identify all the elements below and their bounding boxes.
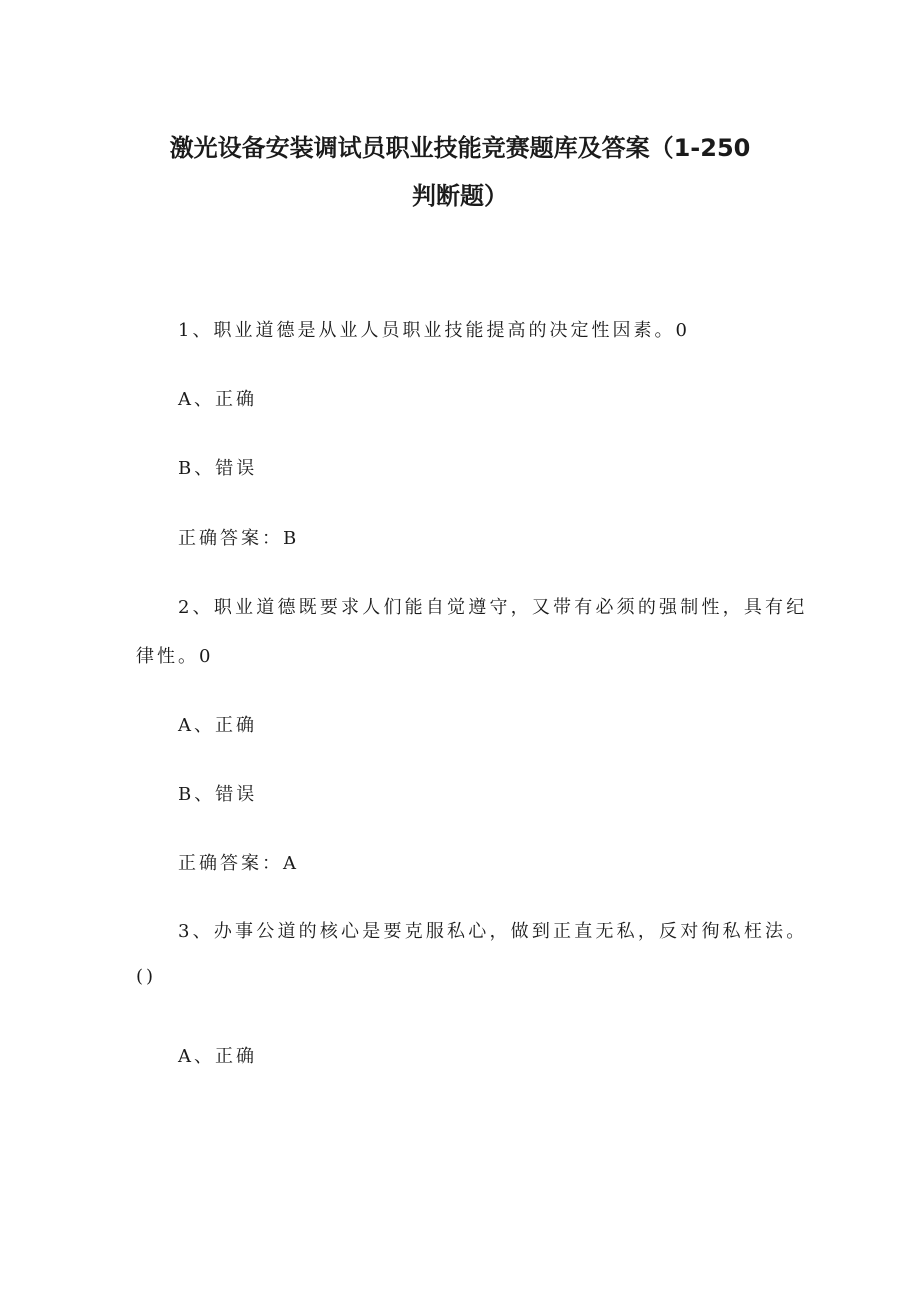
document-title-line-1: 激光设备安装调试员职业技能竞赛题库及答案（1-250 xyxy=(169,134,751,162)
question-3-text-line-1: 3、办事公道的核心是要克服私心，做到正直无私，反对徇私枉法。 xyxy=(178,921,808,942)
question-1-answer: 正确答案：B xyxy=(178,528,300,549)
document-title-line-2: 判断题） xyxy=(412,182,508,210)
question-1-text: 1、职业道德是从业人员职业技能提高的决定性因素。0 xyxy=(178,320,690,341)
question-2-option-b: B、错误 xyxy=(178,784,258,805)
question-1-option-a: A、正确 xyxy=(178,389,257,410)
question-2-answer: 正确答案：A xyxy=(178,853,299,874)
question-3-option-a: A、正确 xyxy=(178,1046,257,1067)
question-2-text-line-2: 律性。0 xyxy=(136,646,214,667)
question-1-option-b: B、错误 xyxy=(178,458,258,479)
question-2-text-line-1: 2、职业道德既要求人们能自觉遵守，又带有必须的强制性，具有纪 xyxy=(178,597,808,618)
question-3-text-line-2: () xyxy=(136,966,157,987)
question-2-option-a: A、正确 xyxy=(178,715,257,736)
